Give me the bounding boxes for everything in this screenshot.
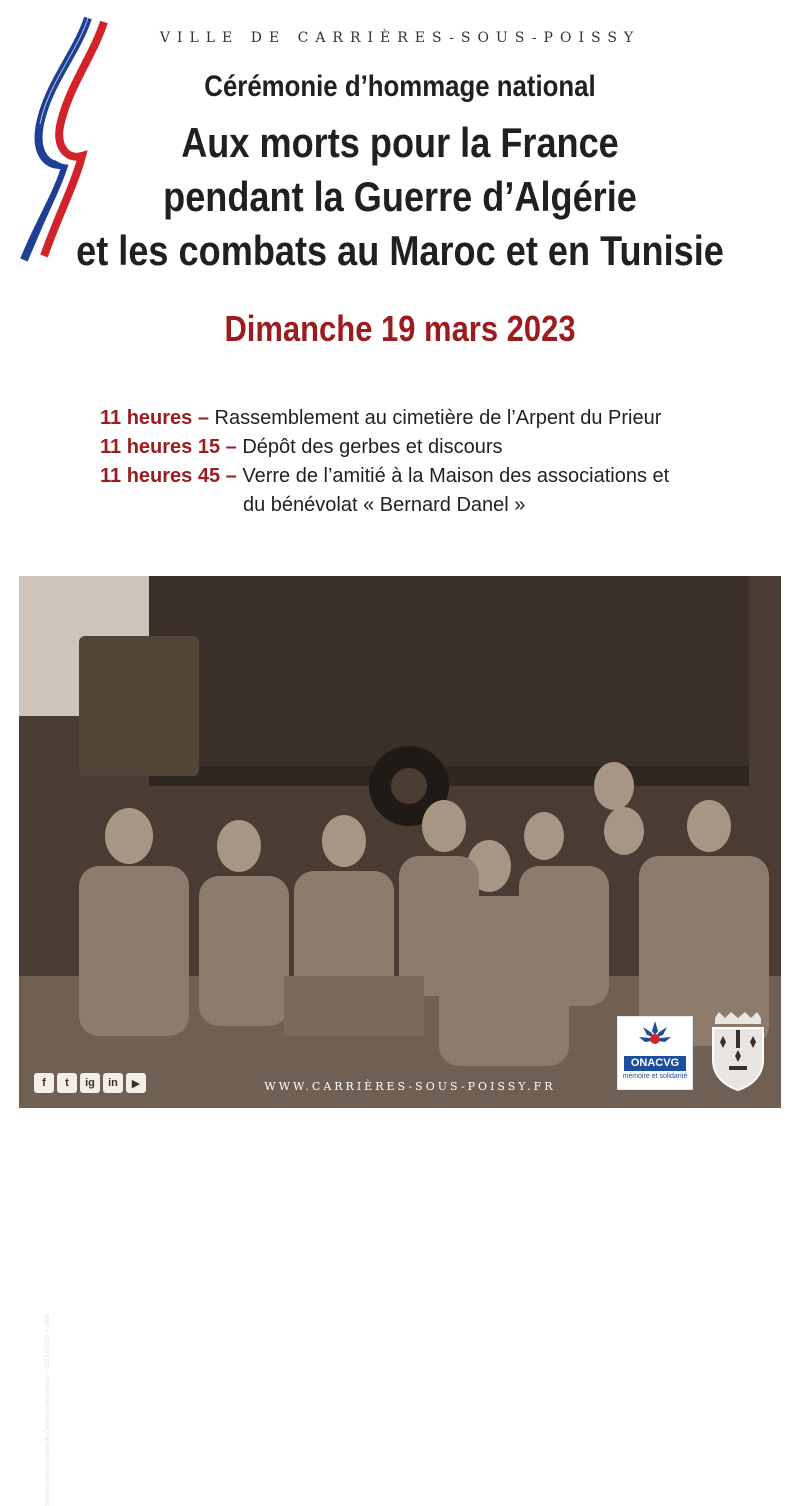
linkedin-icon[interactable]: in [103,1073,123,1093]
schedule-text: Verre de l’amitié à la Maison des associations et [242,465,670,487]
website-link[interactable]: WWW.CARRIÈRES-SOUS-POISSY.FR [264,1080,556,1093]
city-coat-of-arms-icon [707,1010,769,1092]
schedule [100,404,740,520]
social-links [34,1073,146,1093]
schedule-item-continuation: du bénévolat « Bernard Danel » [243,494,526,516]
onacvg-tagline: mémoire et solidarité [622,1073,688,1080]
title-line-2: pendant la Guerre d’Algérie [163,173,637,220]
schedule-item [100,404,740,433]
schedule-time: 11 heures 15 – [100,436,237,458]
onacvg-logo [617,1016,693,1090]
schedule-item [100,433,740,462]
facebook-icon[interactable]: f [34,1073,54,1093]
ceremony-subtitle: Cérémonie d’hommage national [204,70,596,103]
title-line-1: Aux morts pour la France [181,119,619,166]
title-line-3: et les combats au Maroc et en Tunisie [76,227,724,274]
schedule-time: 11 heures 45 – [100,465,237,487]
instagram-icon[interactable]: ig [80,1073,100,1093]
schedule-text: Dépôt des gerbes et discours [242,436,503,458]
poster-title [56,116,744,278]
city-name: VILLE DE CARRIÈRES-SOUS-POISSY [159,30,641,46]
schedule-time: 11 heures – [100,407,209,429]
cornflower-icon [635,1017,675,1051]
schedule-item [100,462,740,491]
event-date: Dimanche 19 mars 2023 [224,308,576,349]
youtube-icon[interactable]: ▶ [126,1073,146,1093]
onacvg-name: ONACVG [624,1056,686,1071]
schedule-text: Rassemblement au cimetière de l’Arpent du Prieur [214,407,662,429]
photo-credit: Service communication de Carrières-sous-Poissy – 2023-01-181 – 3600 [45,1314,51,1506]
twitter-icon[interactable]: t [57,1073,77,1093]
